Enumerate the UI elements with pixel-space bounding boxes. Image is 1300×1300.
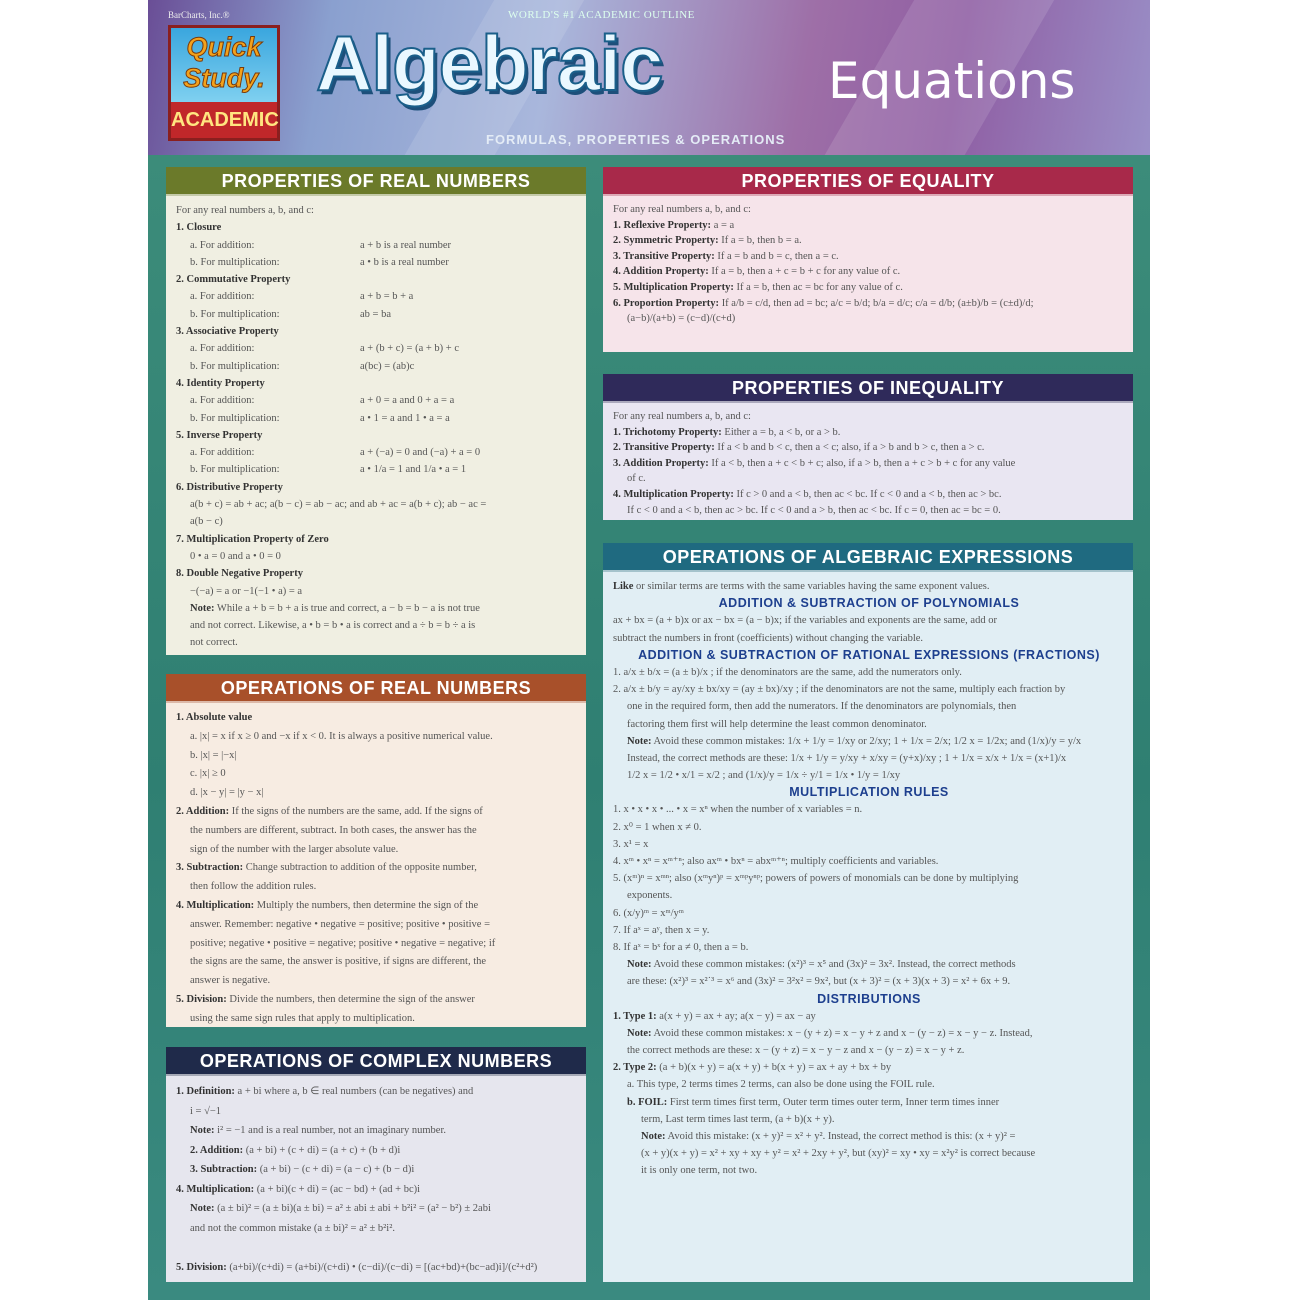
text-line [613,612,1125,629]
bold-label: 5. Division: [176,993,227,1005]
text-line [176,340,578,357]
bold-label: Note: [627,1027,652,1039]
bold-label: 3. Addition Property: [613,457,709,469]
bold-label: Note: [190,602,215,614]
operations-of-algebraic-expressions-panel [603,543,1133,1282]
bold-label: 1. Closure [176,222,222,234]
formula-text: a(bc) = (ab)c [360,360,415,372]
logo-line-1: Quick [186,32,262,62]
text-line [613,311,1125,327]
text-line [613,956,1125,973]
line-text: a(b + c) = ab + ac; a(b − c) = ab − ac; and ab + ac = a(b + c); ab − ac = [190,499,487,511]
line-text: and not correct. Likewise, a • b = b • a is correct and a ÷ b = b ÷ a is [190,620,476,632]
text-line [176,1141,578,1161]
section-body [166,196,586,656]
line-text: (x + y)(x + y) = x² + xy + xy + y² = x² + 2xy + y², but (xy)² = xy • xy = x²y² is correct because [641,1148,1036,1160]
bold-label: 2. Addition: [190,1144,244,1156]
formula-text: a • 1 = a and 1 • a = a [360,412,450,424]
line-text: Multiply the numbers, then determine the sign of the [254,899,479,911]
text-line [176,1121,578,1141]
text-line [176,617,578,634]
line-text: a = a [711,219,735,231]
line-text: 5. (xᵐ)ⁿ = xᵐⁿ; also (xᵐyⁿ)ᵖ = xᵐᵖyⁿᵖ; powers of powers of monomials can be done by multiplying [613,873,1019,885]
line-text: If c < 0 and a < b, then ac > bc. If c < 0 and a > b, then ac < bc. If c = 0, then ac = bc = 0. [627,504,1001,516]
text-line [613,249,1125,265]
line-text: b. For multiplication: [190,256,280,268]
line-text: b. For multiplication: [190,360,280,372]
line-text: (a ± bi)² = (a ± bi)(a ± bi) = a² ± abi ± abi + b²i² = (a² − b²) ± 2abi [214,1203,491,1214]
text-line [176,358,578,375]
text-line [176,841,578,860]
text-line [613,698,1125,715]
bold-label: 3. Subtraction: [190,1164,258,1175]
line-text: Instead, the correct methods are these: 1/x + 1/y = y/xy + x/xy = (y+x)/xy ; 1 + 1/x = x/x + 1/x = (x+1)/x [627,752,1067,764]
section-body [603,572,1133,1184]
line-text: Either a = b, a < b, or a > b. [721,426,841,438]
line-text: Avoid these common mistakes: 1/x + 1/y = 1/xy or 2/xy; 1 + 1/x = 2/x; 1/2 x = 1/2x; and (1/x)/y = y/x [651,735,1082,747]
section-heading: OPERATIONS OF COMPLEX NUMBERS [166,1047,586,1076]
text-line [176,1180,578,1200]
text-line [176,972,578,991]
text-line [613,922,1125,939]
properties-of-real-numbers-panel [166,167,586,655]
text-line [176,765,578,784]
text-line [613,733,1125,750]
text-line [176,1102,578,1122]
line-text: Change subtraction to addition of the opposite number, [243,862,477,874]
text-line [176,747,578,766]
bold-label: 6. Proportion Property: [613,297,720,309]
text-line [613,853,1125,870]
text-line [176,728,578,747]
line-text: factoring them first will help determine the least common denominator. [627,718,927,730]
bold-label: Like [613,581,634,592]
bold-label: 5. Inverse Property [176,429,263,441]
line-text: 7. If aˣ = aʸ, then x = y. [613,924,710,936]
bold-label: Note: [641,1131,666,1142]
line-text: (a + b)(x + y) = a(x + y) + b(x + y) = ax + ay + bx + by [656,1062,892,1074]
text-line [613,1162,1125,1179]
bold-label: 4. Multiplication: [176,899,255,911]
header-banner [148,0,1150,155]
bold-label: 4. Addition Property: [613,266,709,278]
line-text: a. For addition: [190,239,255,251]
text-line [613,487,1125,503]
line-text: term, Last term times last term, (a + b)(x + y). [641,1113,835,1125]
line-text: positive; negative • positive = negative; positive • negative = negative; if [190,937,496,949]
text-line [176,878,578,897]
line-text: For any real numbers a, b, and c: [613,411,751,422]
bold-label: Note: [190,1125,215,1136]
line-text: Divide the numbers, then determine the sign of the answer [226,993,475,1005]
section-heading: OPERATIONS OF REAL NUMBERS [166,674,586,703]
line-text: b. |x| = |−x| [190,749,237,761]
line-text: 2. a/x ± b/y = ay/xy ± bx/xy = (ay ± bx)/xy ; if the denominators are not the same, multiply each fraction by [613,684,1066,696]
bold-label: 1. Type 1: [613,1010,657,1022]
text-line [613,1008,1125,1025]
bold-label: Note: [190,1203,215,1214]
text-line [613,1076,1125,1093]
text-line [613,681,1125,698]
line-text: the correct methods are these: x − (y + z) = x − y − z and x − (y − z) = x − y + z. [627,1045,965,1057]
line-text: If a/b = c/d, then ad = bc; a/c = b/d; b/a = d/c; c/a = d/b; (a±b)/b = (c±d)/d; [719,297,1034,309]
line-text: Avoid this mistake: (x + y)² = x² + y². Instead, the correct method is this: (x + y)² = [665,1131,1016,1142]
text-line [613,233,1125,249]
text-line [613,1128,1125,1145]
line-text: Avoid these common mistakes: (x²)³ = x⁵ and (3x)² = 3x². Instead, the correct methods [651,959,1016,971]
bold-label: 2. Commutative Property [176,274,291,286]
text-line [176,1199,578,1219]
text-line [613,440,1125,456]
subheading: MULTIPLICATION RULES [789,785,949,800]
line-text: b. For multiplication: [190,412,280,424]
text-line [613,425,1125,441]
formula-text: a + b is a real number [360,239,452,251]
text-line [176,479,578,496]
text-line [176,897,578,916]
text-line [613,1042,1125,1059]
text-line [176,1010,578,1029]
subheading: ADDITION & SUBTRACTION OF RATIONAL EXPRESSIONS (FRACTIONS) [638,647,1100,662]
bold-label: 4. Identity Property [176,377,265,389]
logo-line-3: ACADEMIC [171,102,277,138]
formula-text: a + b = b + a [360,291,414,303]
text-line [176,565,578,582]
formula-text: a + (−a) = 0 and (−a) + a = 0 [360,447,481,459]
line-text: and not the common mistake (a ± bi)² = a² ± b²i². [190,1222,395,1234]
bold-label: 3. Associative Property [176,326,279,338]
operations-of-complex-numbers-panel [166,1047,586,1282]
line-text: it is only one term, not two. [641,1165,758,1177]
line-text: one in the required form, then add the numerators. If the denominators are polynomials, then [627,701,1017,713]
text-line [176,1258,578,1278]
line-text: (a + bi) + (c + di) = (a + c) + (b + d)i [243,1144,401,1156]
text-line [176,444,578,461]
properties-of-inequality-panel [603,374,1133,520]
text-line [176,583,578,600]
line-text: i = √−1 [190,1105,222,1117]
line-text: (a+bi)/(c+di) = (a+bi)/(c+di) • (c−di)/(c−di) = [(ac+bd)+(bc−ad)i]/(c²+d²) [226,1261,538,1273]
line-text: 3. x¹ = x [613,838,649,850]
line-text: 0 • a = 0 and a • 0 = 0 [190,550,281,562]
text-line [613,218,1125,234]
line-text: a + bi where a, b ∈ real numbers (can be negatives) and [234,1086,474,1097]
text-line [613,1111,1125,1128]
line-text: answer. Remember: negative • negative = positive; positive • positive = [190,918,491,930]
section-heading: PROPERTIES OF EQUALITY [603,167,1133,196]
text-line [176,548,578,565]
text-line [613,409,1125,425]
text-line [176,916,578,935]
subheading: DISTRIBUTIONS [817,991,921,1006]
bold-label: 4. Multiplication Property: [613,488,734,500]
text-line [176,859,578,878]
line-text: −(−a) = a or −1(−1 • a) = a [190,585,303,597]
text-line [613,801,1125,818]
formula-text: a • 1/a = 1 and 1/a • a = 1 [360,464,467,476]
line-text: or similar terms are terms with the same variables having the same exponent values. [633,581,990,592]
text-line [176,375,578,392]
line-text: (a + bi)(c + di) = (ac − bd) + (ad + bc)i [254,1183,421,1195]
text-line [176,1160,578,1180]
line-text: a. This type, 2 terms times 2 terms, can also be done using the FOIL rule. [627,1079,935,1091]
bold-label: 5. Multiplication Property: [613,281,734,293]
bold-label: 2. Symmetric Property: [613,235,719,247]
bold-label: 2. Addition: [176,805,230,817]
text-line [176,803,578,822]
text-line [176,202,578,219]
text-line [613,973,1125,990]
publisher: BarCharts, Inc.® [168,10,230,20]
text-line [176,709,578,728]
text-line [176,600,578,617]
text-line [176,1219,578,1239]
line-text: If a = b, then b = a. [718,235,802,247]
line-text: answer is negative. [190,975,271,987]
formula-text: a • b is a real number [360,256,449,268]
line-text: are these: (x²)³ = x²˙³ = x⁶ and (3x)² = 3²x² = 9x², but (x + 3)² = (x + 3)(x + 3) = x² + 6x + 9. [627,976,1011,988]
title-main: Algebraic [316,19,663,107]
line-text: the signs are the same, the answer is positive, if signs are different, the [190,956,487,968]
text-line [176,237,578,254]
text-line [176,410,578,427]
operations-of-real-numbers-panel [166,674,586,1027]
line-text: ax + bx = (a + b)x or ax − bx = (a − b)x; if the variables and exponents are the same, add or [613,615,997,627]
line-text: 1. x • x • x • ... • x = xⁿ when the number of x variables = n. [613,804,863,816]
text-line [613,905,1125,922]
section-heading: OPERATIONS OF ALGEBRAIC EXPRESSIONS [603,543,1133,572]
tagline: WORLD'S #1 ACADEMIC OUTLINE [508,9,695,21]
bold-label: 8. Double Negative Property [176,568,303,580]
line-text: 6. (x/y)ᵐ = xᵐ/yᵐ [613,907,684,919]
text-line [176,822,578,841]
text-line [176,323,578,340]
line-text: a. For addition: [190,343,255,355]
text-line [176,427,578,444]
text-line [613,456,1125,472]
line-text: If a = b, then a + c = b + c for any value of c. [708,266,901,278]
line-text: If a < b and b < c, then a < c; also, if a > b and b > c, then a > c. [714,442,985,454]
text-line [176,306,578,323]
formula-text: ab = ba [360,308,391,320]
line-text: a(x + y) = ax + ay; a(x − y) = ax − ay [656,1010,816,1022]
text-line [613,836,1125,853]
line-text: d. |x − y| = |y − x| [190,787,264,799]
text-line [613,630,1125,647]
section-body [166,703,586,1033]
line-text: subtract the numbers in front (coefficients) without changing the variable. [613,632,924,644]
text-line [613,296,1125,312]
text-line [176,531,578,548]
line-text: 4. xᵐ • xⁿ = xᵐ⁺ⁿ; also axᵐ • bxⁿ = abxᵐ⁺ⁿ; multiply coefficients and variables. [613,856,939,867]
bold-label: Note: [627,959,652,971]
section-body [603,196,1133,331]
text-line [176,461,578,478]
text-line [613,1059,1125,1076]
line-text: the numbers are different, subtract. In both cases, the answer has the [190,824,477,836]
line-text: a. For addition: [190,291,255,303]
line-text: For any real numbers a, b, and c: [176,205,314,216]
bold-label: b. FOIL: [627,1096,668,1108]
line-text: If a < b, then a + c < b + c; also, if a > b, then a + c > b + c for any value [708,457,1016,469]
bold-label: 1. Reflexive Property: [613,219,712,231]
bold-label: 4. Multiplication: [176,1183,255,1195]
line-text: First term times first term, Outer term times outer term, Inner term times inner [667,1096,1000,1108]
subheading: ADDITION & SUBTRACTION OF POLYNOMIALS [718,596,1020,611]
study-sheet [148,0,1150,1300]
text-line [176,271,578,288]
line-text: If the signs of the numbers are the same, add. If the signs of [229,805,483,817]
line-text: a. For addition: [190,447,255,459]
text-line [613,750,1125,767]
line-text: If a = b and b = c, then a = c. [714,250,839,262]
line-text: b. For multiplication: [190,464,280,476]
bold-label: 1. Definition: [176,1086,235,1097]
text-line [176,634,578,651]
line-text: (a−b)/(a+b) = (c−d)/(c+d) [627,313,736,325]
text-line [176,991,578,1010]
text-line [613,1145,1125,1162]
line-text: using the same sign rules that apply to multiplication. [190,1012,415,1024]
bold-label: 7. Multiplication Property of Zero [176,533,329,545]
quickstudy-logo [168,25,280,141]
line-text: For any real numbers a, b, and c: [613,204,751,215]
line-text: not correct. [190,637,238,649]
text-line [176,513,578,530]
text-line [613,503,1125,519]
text-line [613,578,1125,595]
text-line [613,1025,1125,1042]
text-line [613,887,1125,904]
bold-label: Note: [627,735,652,747]
line-text: If a = b, then ac = bc for any value of c. [733,281,903,293]
text-line [176,288,578,305]
formula-text: a + (b + c) = (a + b) + c [360,343,459,355]
line-text: Avoid these common mistakes: x − (y + z) = x − y + z and x − (y − z) = x − y − z. Instead, [651,1027,1033,1039]
line-text: While a + b = b + a is true and correct, a − b = b − a is not true [214,602,480,614]
line-text: b. For multiplication: [190,308,280,320]
section-heading: PROPERTIES OF REAL NUMBERS [166,167,586,196]
line-text: 8. If aˣ = bˣ for a ≠ 0, then a = b. [613,941,749,953]
text-line [176,953,578,972]
line-text: c. |x| ≥ 0 [190,768,226,780]
section-body [166,1076,586,1281]
bold-label: 3. Transitive Property: [613,250,715,262]
line-text: a. |x| = x if x ≥ 0 and −x if x < 0. It is always a positive numerical value. [190,730,493,742]
bold-label: 3. Subtraction: [176,862,244,874]
text-line [613,819,1125,836]
text-line [176,935,578,954]
line-text: exponents. [627,890,673,902]
bold-label: 1. Absolute value [176,712,253,723]
text-line [613,939,1125,956]
text-line [613,202,1125,218]
bold-label: 2. Transitive Property: [613,442,715,454]
subtitle: FORMULAS, PROPERTIES & OPERATIONS [486,132,786,147]
text-line [176,496,578,513]
text-line [613,664,1125,681]
text-line [176,1082,578,1102]
bold-label: 5. Division: [176,1261,227,1273]
section-body [603,403,1133,522]
line-text: 2. x⁰ = 1 when x ≠ 0. [613,821,702,833]
logo-line-2: Study. [183,63,265,93]
line-text: then follow the addition rules. [190,881,317,893]
line-text: i² = −1 and is a real number, not an imaginary number. [214,1125,447,1136]
text-line [613,716,1125,733]
line-text: 1. a/x ± b/x = (a ± b)/x ; if the denominators are the same, add the numerators only. [613,666,962,678]
text-line [613,870,1125,887]
text-line [613,1094,1125,1111]
text-line [176,219,578,236]
text-line [176,784,578,803]
line-text: a(b − c) [190,516,223,528]
line-text: (a + bi) − (c + di) = (a − c) + (b − d)i [257,1164,415,1175]
properties-of-equality-panel [603,167,1133,352]
text-line [613,471,1125,487]
line-text: of c. [627,473,646,485]
title-sub: Equations [828,52,1076,110]
line-text: sign of the number with the larger absolute value. [190,843,399,855]
bold-label: 1. Trichotomy Property: [613,426,722,438]
text-line [176,1238,578,1258]
formula-text: a + 0 = a and 0 + a = a [360,395,455,407]
text-line [176,392,578,409]
bold-label: 2. Type 2: [613,1062,657,1074]
line-text: a. For addition: [190,395,255,407]
line-text: If c > 0 and a < b, then ac < bc. If c < 0 and a < b, then ac > bc. [733,488,1002,500]
bold-label: 6. Distributive Property [176,481,283,493]
text-line [613,280,1125,296]
line-text: 1/2 x = 1/2 • x/1 = x/2 ; and (1/x)/y = 1/x ÷ y/1 = 1/x • 1/y = 1/xy [627,770,901,782]
section-heading: PROPERTIES OF INEQUALITY [603,374,1133,403]
text-line [613,767,1125,784]
text-line [176,254,578,271]
text-line [613,264,1125,280]
